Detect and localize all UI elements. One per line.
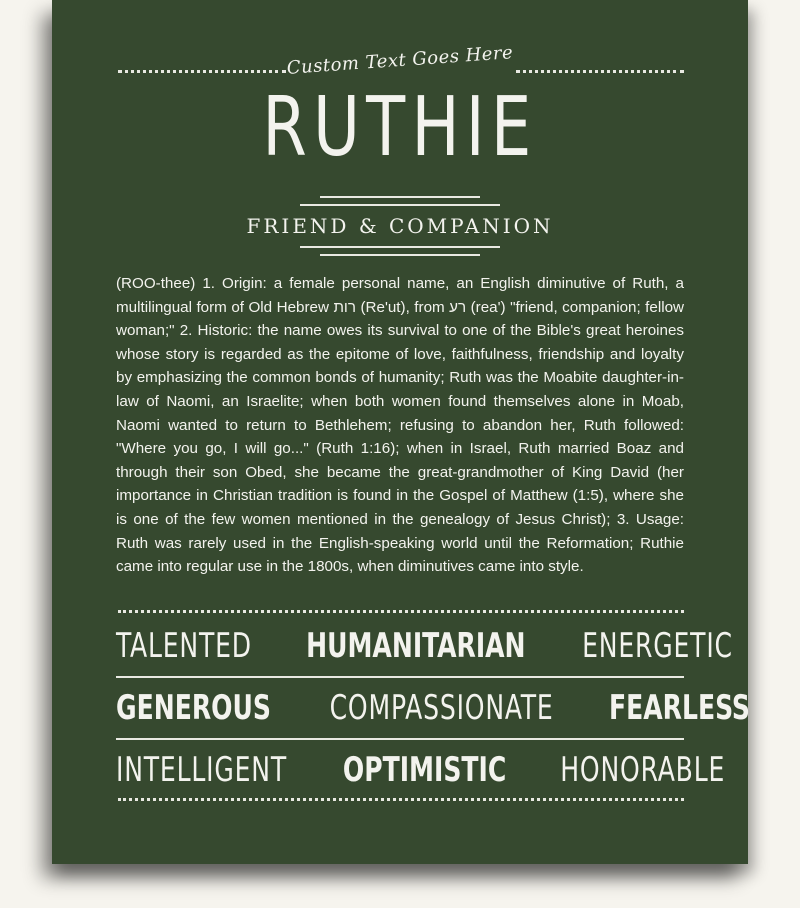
trait-row-separator-2 <box>116 738 684 740</box>
trait-word: COMPASSIONATE <box>329 688 554 728</box>
trait-row-3 <box>116 744 725 796</box>
trait-word: OPTIMISTIC <box>342 750 506 790</box>
trait-word: FEARLESS <box>609 688 751 728</box>
poster-name-title: RUTHIE <box>262 80 538 175</box>
meaning-underline-rule-1 <box>300 246 500 248</box>
trait-row-1 <box>116 620 734 672</box>
trait-word: GENEROUS <box>116 688 271 728</box>
top-right-dotted-divider <box>516 70 684 73</box>
trait-word: TALENTED <box>116 626 252 666</box>
trait-row-2 <box>116 682 751 734</box>
trait-word: INTELLIGENT <box>116 750 288 790</box>
name-meaning: FRIEND & COMPANION <box>246 214 554 238</box>
trait-word: HONORABLE <box>559 750 725 790</box>
name-definition: (ROO-thee) 1. Origin: a female personal name, an English diminutive of Ruth, a multilingual form of Old Hebrew רות (Re'ut), from רע (rea') "friend, companion; fellow woman;" 2. Historic: the name owes its survival to one of the Bible's great heroines whose story is regarded as the epitome of love, faithfulness, friendship and loyalty by emphasizing the common bonds of humanity; Ruth was the Moabite daughter-in-law of Naomi, an Israelite; when both women found themselves alone in Moab, Naomi wanted to return to Bethlehem; refusing to abandon her, Ruth followed: "Where you go, I will go..." (Ruth 1:16); when in Israel, Ruth married Boaz and through their son Obed, she became the great-grandmother of King David (her importance in Christian tradition is found in the Gospel of Matthew (1:5), where she is one of the few women mentioned in the genealogy of Jesus Christ); 3. Usage: Ruth was rarely used in the English-speaking world until the Reformation; Ruthie came into regular use in the 1800s, when diminutives came into style. <box>116 275 684 576</box>
custom-text: Custom Text Goes Here <box>286 42 514 79</box>
name-poster <box>52 0 751 864</box>
meaning-underline-rule-2 <box>320 254 480 256</box>
trait-word: HUMANITARIAN <box>305 626 526 666</box>
trait-row-separator-1 <box>116 676 684 678</box>
trait-word: ENERGETIC <box>582 626 734 666</box>
bottom-dotted-divider <box>118 798 684 801</box>
definition-bottom-dotted-divider <box>118 610 684 613</box>
name-underline-rule-2 <box>300 204 500 206</box>
name-underline-rule-1 <box>320 196 480 198</box>
